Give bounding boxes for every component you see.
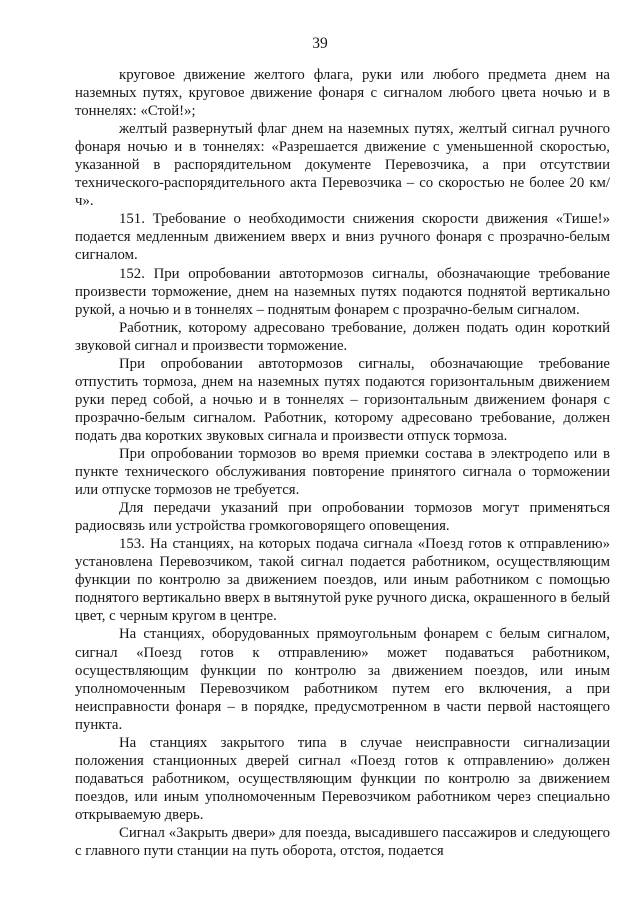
paragraph-braking-response: Работник, которому адресовано требование, должен подать один короткий звуковой сигнал и произвести торможение.: [75, 319, 610, 354]
paragraph-153: 153. На станциях, на которых подача сигнала «Поезд готов к отправлению» установлена Перевозчиком, такой сигнал подается работником, осуществляющим функции по контролю за движением поездов, или иным работником с помощью поднятого вертикально вверх в вытянутой руке ручного диска, окрашенного в белый цвет, с черным кругом в центре.: [75, 536, 610, 625]
paragraph-depot-testing: При опробовании тормозов во время приемки состава в электродепо или в пункте технического обслуживания повторение принятого сигнала о торможении или отпуске тормозов не требуется.: [75, 445, 610, 499]
paragraph-151: 151. Требование о необходимости снижения скорости движения «Тише!» подается медленным движением вверх и вниз ручного фонаря с прозрачно-белым сигналом.: [75, 211, 610, 264]
paragraph-yellow-flag: желтый развернутый флаг днем на наземных путях, желтый сигнал ручного фонаря ночью и в тоннелях: «Разрешается движение с уменьшенной скоростью, указанной в распорядительном документе Перевозчика, а при отсутствии технического-распорядительного акта Перевозчика – со скоростью не более 20 км/ч».: [75, 121, 610, 210]
paragraph-closed-stations: На станциях закрытого типа в случае неисправности сигнализации положения станционных дверей сигнал «Поезд готов к отправлению» должен подаваться работником, осуществляющим функции по контролю за движением поездов, или иным уполномоченным Перевозчиком работником через специально открываемую дверь.: [75, 734, 610, 823]
paragraph-brake-release: При опробовании автотормозов сигналы, обозначающие требование отпустить тормоза, днем на наземных путях подаются горизонтальным движением руки перед собой, а ночью и в тоннелях – горизонтальным движением фонаря с прозрачно-белым сигналом. Работник, которому адресовано требование, должен подать два коротких звуковых сигнала и произвести отпуск тормоза.: [75, 355, 610, 444]
document-body: [75, 66, 610, 860]
paragraph-lantern-stations: На станциях, оборудованных прямоугольным фонарем с белым сигналом, сигнал «Поезд готов к отправлению» может подаваться работником, осуществляющим функции по контролю за движением поездов, или иным уполномоченным Перевозчиком работником путем его включения, а при неисправности фонаря – в порядке, предусмотренном в части первой настоящего пункта.: [75, 626, 610, 733]
paragraph-152: 152. При опробовании автотормозов сигналы, обозначающие требование произвести торможение, днем на наземных путях подаются поднятой вертикально рукой, а ночью и в тоннелях – поднятым фонарем с прозрачно-белым сигналом.: [75, 265, 610, 318]
paragraph-close-doors: Сигнал «Закрыть двери» для поезда, высадившего пассажиров и следующего с главного пути станции на путь оборота, отстоя, подается: [75, 824, 610, 860]
paragraph-radio: Для передачи указаний при опробовании тормозов могут применяться радиосвязь или устройства громкоговорящего оповещения.: [75, 500, 610, 535]
page-number: 39: [312, 35, 328, 52]
paragraph-stop-signal: круговое движение желтого флага, руки или любого предмета днем на наземных путях, круговое движение фонаря с сигналом любого цвета ночью и в тоннелях: «Стой!»;: [75, 67, 610, 120]
